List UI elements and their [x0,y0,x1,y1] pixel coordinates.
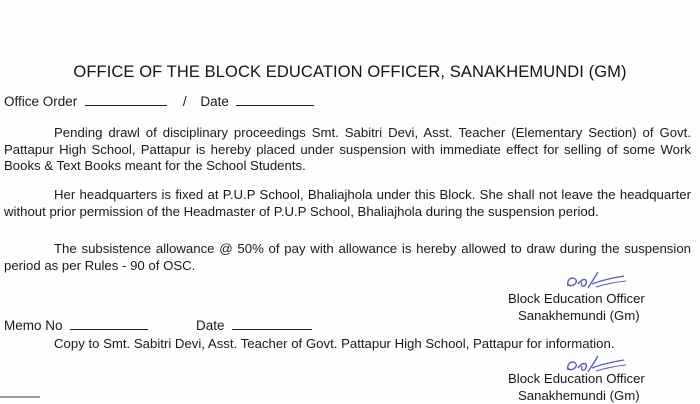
signature-1-title: Block Education Officer [508,291,645,306]
memo-date-label: Date [196,318,225,333]
order-date-blank [236,93,314,106]
order-number-blank [85,93,167,106]
paragraph-allowance: The subsistence allowance @ 50% of pay with allowance is hereby allowed to draw during the suspension period as per Rules - 90 of OSC. [4,241,691,273]
memo-number-blank [70,317,148,330]
order-date-label: Date [200,94,229,109]
office-order-label: Office Order [4,94,78,109]
signature-2-title: Block Education Officer [508,371,645,386]
signature-1-office: Sanakhemundi (Gm) [518,308,640,323]
memo-label: Memo No [4,318,63,333]
page-edge-rule [0,396,40,398]
office-heading: OFFICE OF THE BLOCK EDUCATION OFFICER, SANAKHEMUNDI (GM) [73,63,627,81]
memo-line [4,317,312,333]
paragraph-headquarters: Her headquarters is fixed at P.U.P School, Bhaliajhola under this Block. She shall not leave the headquarter without prior permission of the Headmaster of P.U.P School, Bhaliajhola during the suspension period. [4,187,691,219]
memo-date-blank [232,317,312,330]
office-order-line [4,93,314,109]
order-separator: / [182,94,187,109]
copy-to-line: Copy to Smt. Sabitri Devi, Asst. Teacher of Govt. Pattapur High School, Pattapur for information. [54,336,615,351]
signature-2-office: Sanakhemundi (Gm) [518,388,640,403]
signature-block-1 [508,290,645,324]
paragraph-suspension: Pending drawl of disciplinary proceedings Smt. Sabitri Devi, Asst. Teacher (Elementary Section) of Govt. Pattapur High School, Pattapur is hereby placed under suspension with immediate effect for selling of some Work Books & Text Books meant for the School Students. [4,125,691,173]
signature-block-2 [508,370,645,404]
